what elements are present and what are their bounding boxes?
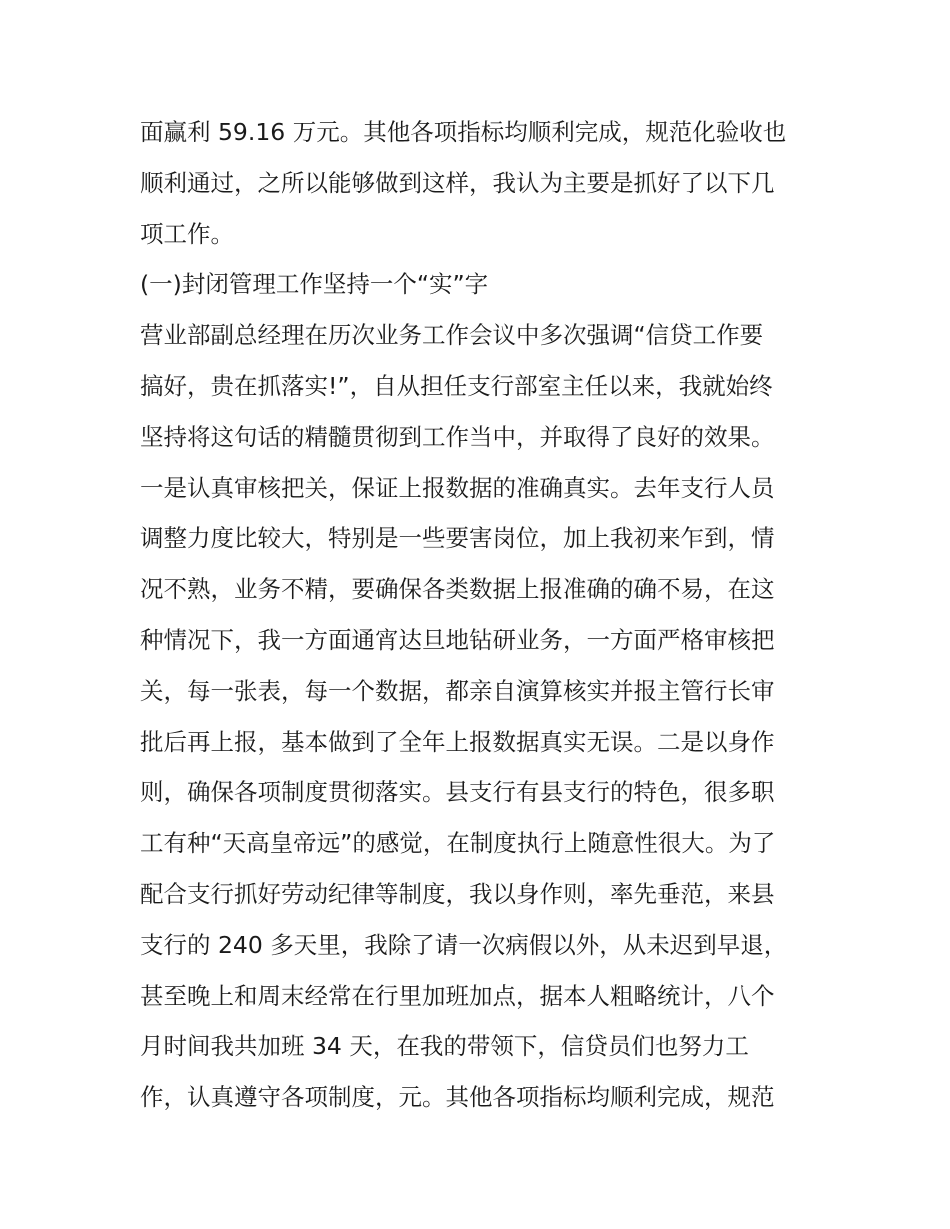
text-line: 营业部副总经理在历次业务工作会议中多次强调“信贷工作要 bbox=[140, 321, 764, 350]
text-line: 坚持将这句话的精髓贯彻到工作当中，并取得了良好的效果。 bbox=[140, 422, 775, 451]
text-line: 项工作。 bbox=[140, 219, 234, 248]
text-line: 批后再上报，基本做到了全年上报数据真实无误。二是以身作 bbox=[140, 727, 775, 756]
text-line: 搞好，贵在抓落实!”，自从担任支行部室主任以来，我就始终 bbox=[140, 371, 773, 400]
body-text bbox=[140, 107, 820, 1123]
text-line: 甚至晚上和周末经常在行里加班加点，据本人粗略统计，八个 bbox=[140, 981, 775, 1010]
text-line: 关，每一张表，每一个数据，都亲自演算核实并报主管行长审 bbox=[140, 676, 775, 705]
text-line: 面赢利 59.16 万元。其他各项指标均顺利完成，规范化验收也 bbox=[140, 118, 787, 146]
text-line: 种情况下，我一方面通宵达旦地钻研业务，一方面严格审核把 bbox=[140, 625, 775, 654]
text-line: 支行的 240 多天里，我除了请一次病假以外，从未迟到早退， bbox=[140, 930, 788, 959]
text-line: 调整力度比较大，特别是一些要害岗位，加上我初来乍到，情 bbox=[140, 524, 775, 553]
text-line: 则，确保各项制度贯彻落实。县支行有县支行的特色，很多职 bbox=[140, 778, 775, 807]
text-line: 配合支行抓好劳动纪律等制度，我以身作则，率先垂范，来县 bbox=[140, 879, 775, 908]
text-line: 顺利通过，之所以能够做到这样，我认为主要是抓好了以下几 bbox=[140, 168, 775, 197]
text-line: 况不熟，业务不精，要确保各类数据上报准确的确不易，在这 bbox=[140, 575, 775, 604]
section-heading: (一)封闭管理工作坚持一个“实”字 bbox=[140, 270, 489, 299]
text-line: 月时间我共加班 34 天，在我的带领下，信贷员们也努力工 bbox=[140, 1032, 749, 1061]
text-line: 作，认真遵守各项制度，元。其他各项指标均顺利完成，规范 bbox=[140, 1083, 775, 1112]
text-line: 工有种“天高皇帝远”的感觉，在制度执行上随意性很大。为了 bbox=[140, 829, 776, 858]
text-line: 一是认真审核把关，保证上报数据的准确真实。去年支行人员 bbox=[140, 473, 775, 502]
